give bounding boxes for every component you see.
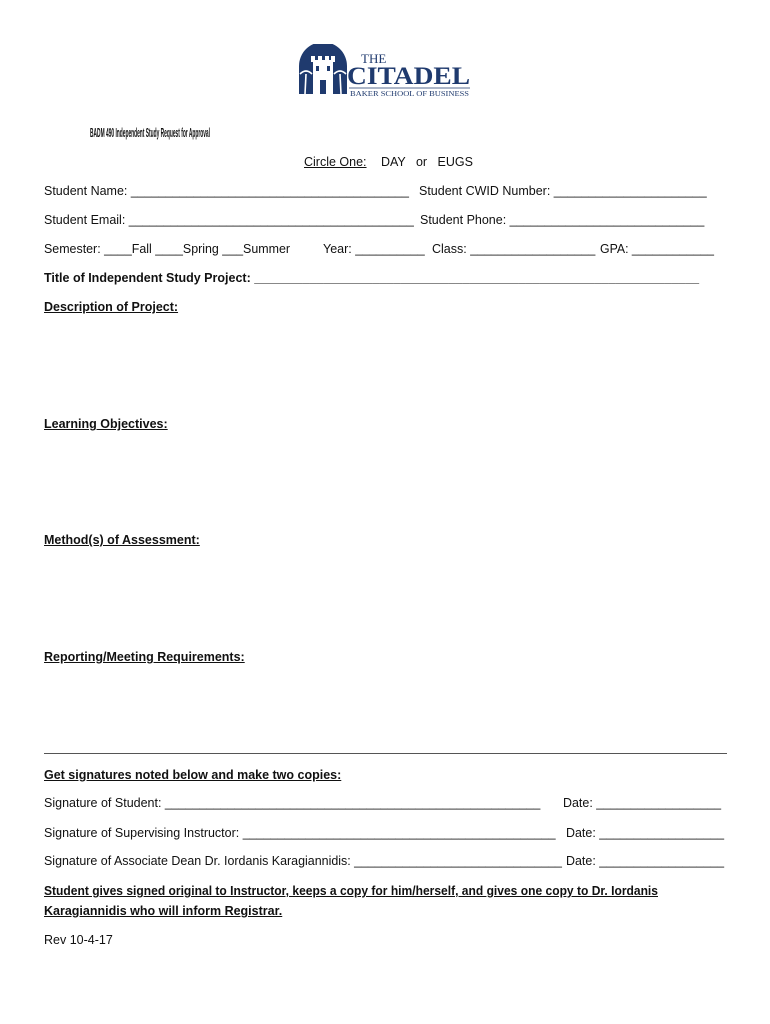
- student-phone-field[interactable]: Student Phone: ____________________________: [420, 213, 705, 227]
- student-date-field[interactable]: Date: __________________: [563, 796, 721, 810]
- instructions-line-2: Karagiannidis who will inform Registrar.: [44, 904, 283, 918]
- semester-field[interactable]: Semester: ____Fall ____Spring ___Summer: [44, 242, 290, 256]
- instructions-line-1: Student gives signed original to Instructor, keeps a copy for him/herself, and gives one copy to Dr. Iordanis: [44, 884, 658, 898]
- dean-date-field[interactable]: Date: __________________: [566, 854, 724, 868]
- objectives-label: Learning Objectives:: [44, 417, 168, 431]
- section-divider: [44, 753, 727, 754]
- citadel-logo: [297, 44, 473, 98]
- logo-text-the: THE: [361, 51, 387, 66]
- year-field[interactable]: Year: __________: [323, 242, 425, 256]
- instructor-signature-field[interactable]: Signature of Supervising Instructor: _____________________________________________: [44, 826, 556, 840]
- circle-one-label-text: Circle One:: [304, 155, 367, 169]
- signatures-heading: Get signatures noted below and make two copies:: [44, 768, 342, 782]
- student-signature-field[interactable]: Signature of Student: ______________________________________________________: [44, 796, 541, 810]
- gpa-field[interactable]: GPA: ____________: [600, 242, 714, 256]
- assessment-label: Method(s) of Assessment:: [44, 533, 200, 547]
- logo-text-citadel: CITADEL: [347, 63, 470, 90]
- student-cwid-field[interactable]: Student CWID Number: ______________________: [419, 184, 707, 198]
- revision-label: Rev 10-4-17: [44, 933, 113, 947]
- circle-one-options[interactable]: DAY or EUGS: [381, 155, 473, 169]
- instructor-date-field[interactable]: Date: __________________: [566, 826, 724, 840]
- description-label: Description of Project:: [44, 300, 179, 314]
- student-email-field[interactable]: Student Email: _________________________________________: [44, 213, 414, 227]
- project-title-field[interactable]: Title of Independent Study Project: ________________________________________________________________: [44, 271, 700, 285]
- student-name-field[interactable]: Student Name: ________________________________________: [44, 184, 409, 198]
- logo-text-baker: BAKER SCHOOL OF BUSINESS: [350, 89, 469, 98]
- dean-signature-field[interactable]: Signature of Associate Dean Dr. Iordanis Karagiannidis: ______________________________: [44, 854, 562, 868]
- reporting-label: Reporting/Meeting Requirements:: [44, 650, 245, 664]
- class-field[interactable]: Class: __________________: [432, 242, 596, 256]
- form-title: BADM 490 Independent Study Request for Approval: [90, 126, 210, 140]
- circle-one-label: [304, 155, 367, 169]
